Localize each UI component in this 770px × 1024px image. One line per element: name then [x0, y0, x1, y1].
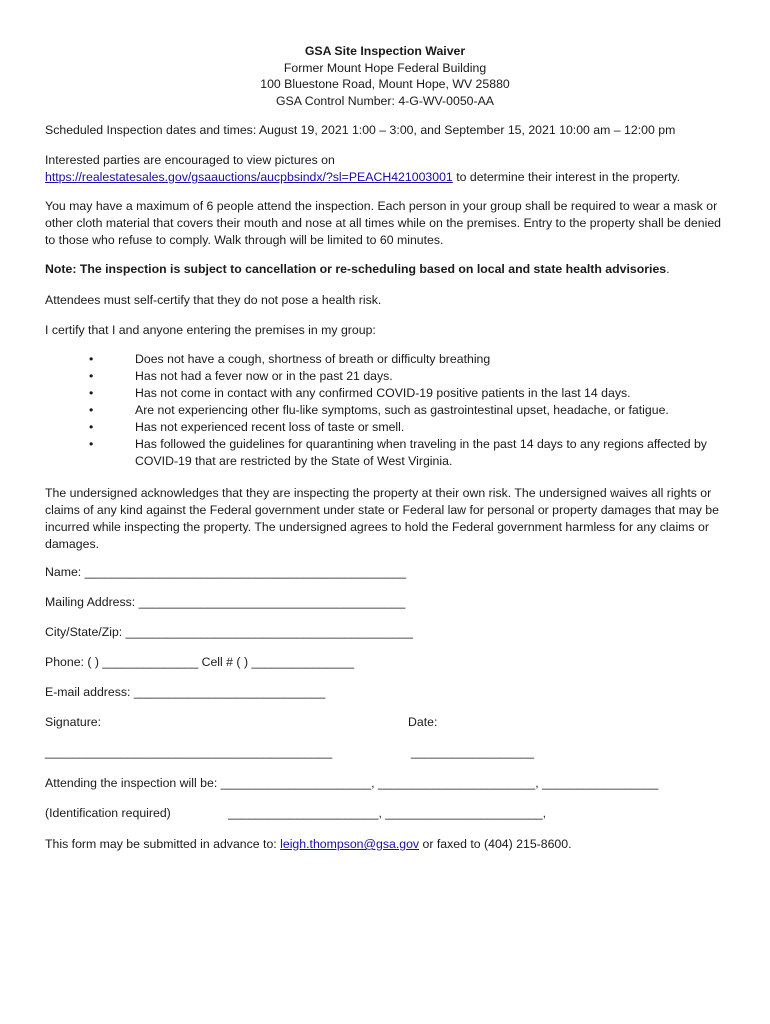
certification-item — [45, 436, 725, 470]
phone-field[interactable]: Phone: ( ) ______________ Cell # ( ) _______________ — [45, 655, 355, 669]
submit-paragraph — [45, 836, 725, 853]
signature-field[interactable]: __________________________________________ — [45, 745, 333, 759]
self-certify-text: Attendees must self-certify that they do not pose a health risk. — [45, 293, 382, 307]
city-state-zip-field[interactable]: City/State/Zip: __________________________________________ — [45, 625, 413, 639]
certification-item-text: Does not have a cough, shortness of breath or difficulty breathing — [135, 352, 491, 366]
certification-item — [45, 368, 725, 385]
note-text: Note: The inspection is subject to cancellation or re-scheduling based on local and state health advisories — [45, 262, 667, 276]
bullet-icon: • — [89, 386, 94, 400]
building-name: Former Mount Hope Federal Building — [283, 60, 487, 75]
submit-suffix: or faxed to (404) 215-8600. — [419, 837, 572, 851]
signature-label: Signature: — [45, 715, 102, 729]
date-field[interactable]: __________________ — [411, 745, 535, 759]
contact-email-link[interactable]: leigh.thompson@gsa.gov — [280, 837, 420, 851]
email-field[interactable]: E-mail address: ____________________________ — [45, 685, 326, 699]
control-number: GSA Control Number: 4-G-WV-0050-AA — [275, 93, 494, 108]
mailing-address-field[interactable]: Mailing Address: _______________________________________ — [45, 595, 406, 609]
certification-item — [45, 385, 725, 402]
bullet-icon: • — [89, 352, 94, 366]
building-address: 100 Bluestone Road, Mount Hope, WV 25880 — [260, 77, 510, 91]
acknowledge-paragraph: The undersigned acknowledges that they are inspecting the property at their own risk. The undersigned waives all rights or claims of any kind against the Federal government under state or Federal law for personal or property damages that may be incurred while inspecting the property. The undersigned agrees to hold the Federal government harmless for any claims or damages. — [45, 486, 719, 551]
bullet-icon: • — [89, 369, 94, 383]
date-label: Date: — [408, 715, 438, 729]
identification-fields[interactable]: ______________________, _______________________, — [228, 806, 547, 820]
maximum-paragraph: You may have a maximum of 6 people attend the inspection. Each person in your group shall be required to wear a mask or other cloth material that covers their mouth and nose at all times while on the premises. Entry to the property shall be denied to those who refuse to comply. Walk through will be limited to 60 minutes. — [45, 199, 721, 247]
pictures-suffix: to determine their interest in the property. — [452, 170, 681, 184]
document-header — [45, 43, 725, 109]
identification-label: (Identification required) — [45, 806, 171, 820]
certification-item-text: Has not experienced recent loss of taste or smell. — [135, 420, 405, 434]
document-page — [45, 43, 725, 851]
certification-item-text: Has not come in contact with any confirmed COVID-19 positive patients in the last 14 days. — [135, 386, 631, 400]
name-field[interactable]: Name: _______________________________________________ — [45, 565, 407, 579]
certification-item — [45, 402, 725, 419]
bullet-icon: • — [89, 403, 94, 417]
note-paragraph: Note: The inspection is subject to cancellation or re-scheduling based on local and state health advisories. — [45, 262, 670, 276]
submit-prefix: This form may be submitted in advance to: — [45, 837, 281, 851]
document-title: GSA Site Inspection Waiver — [304, 44, 466, 58]
pictures-link[interactable]: https://realestatesales.gov/gsaauctions/aucpbsindx/?sl=PEACH421003001 — [45, 170, 453, 184]
certification-item — [45, 419, 725, 436]
certification-item-text: Has not had a fever now or in the past 21 days. — [135, 369, 393, 383]
schedule-text: Scheduled Inspection dates and times: August 19, 2021 1:00 – 3:00, and September 15, 2021 10:00 am – 12:00 pm — [45, 123, 676, 137]
certification-item-text: Has followed the guidelines for quarantining when traveling in the past 14 days to any regions affected by COVID-19 that are restricted by the State of West Virginia. — [135, 437, 707, 468]
attending-field[interactable]: Attending the inspection will be: ______________________, _______________________, _________________ — [45, 776, 659, 790]
certify-intro-text: I certify that I and anyone entering the premises in my group: — [45, 323, 376, 337]
bullet-icon: • — [89, 437, 94, 451]
bullet-icon: • — [89, 420, 94, 434]
pictures-prefix: Interested parties are encouraged to view pictures on — [45, 153, 335, 167]
certification-item-text: Are not experiencing other flu-like symptoms, such as gastrointestinal upset, headache, or fatigue. — [135, 403, 669, 417]
certification-item — [45, 351, 725, 368]
certification-list — [45, 351, 725, 470]
pictures-paragraph — [45, 152, 725, 186]
